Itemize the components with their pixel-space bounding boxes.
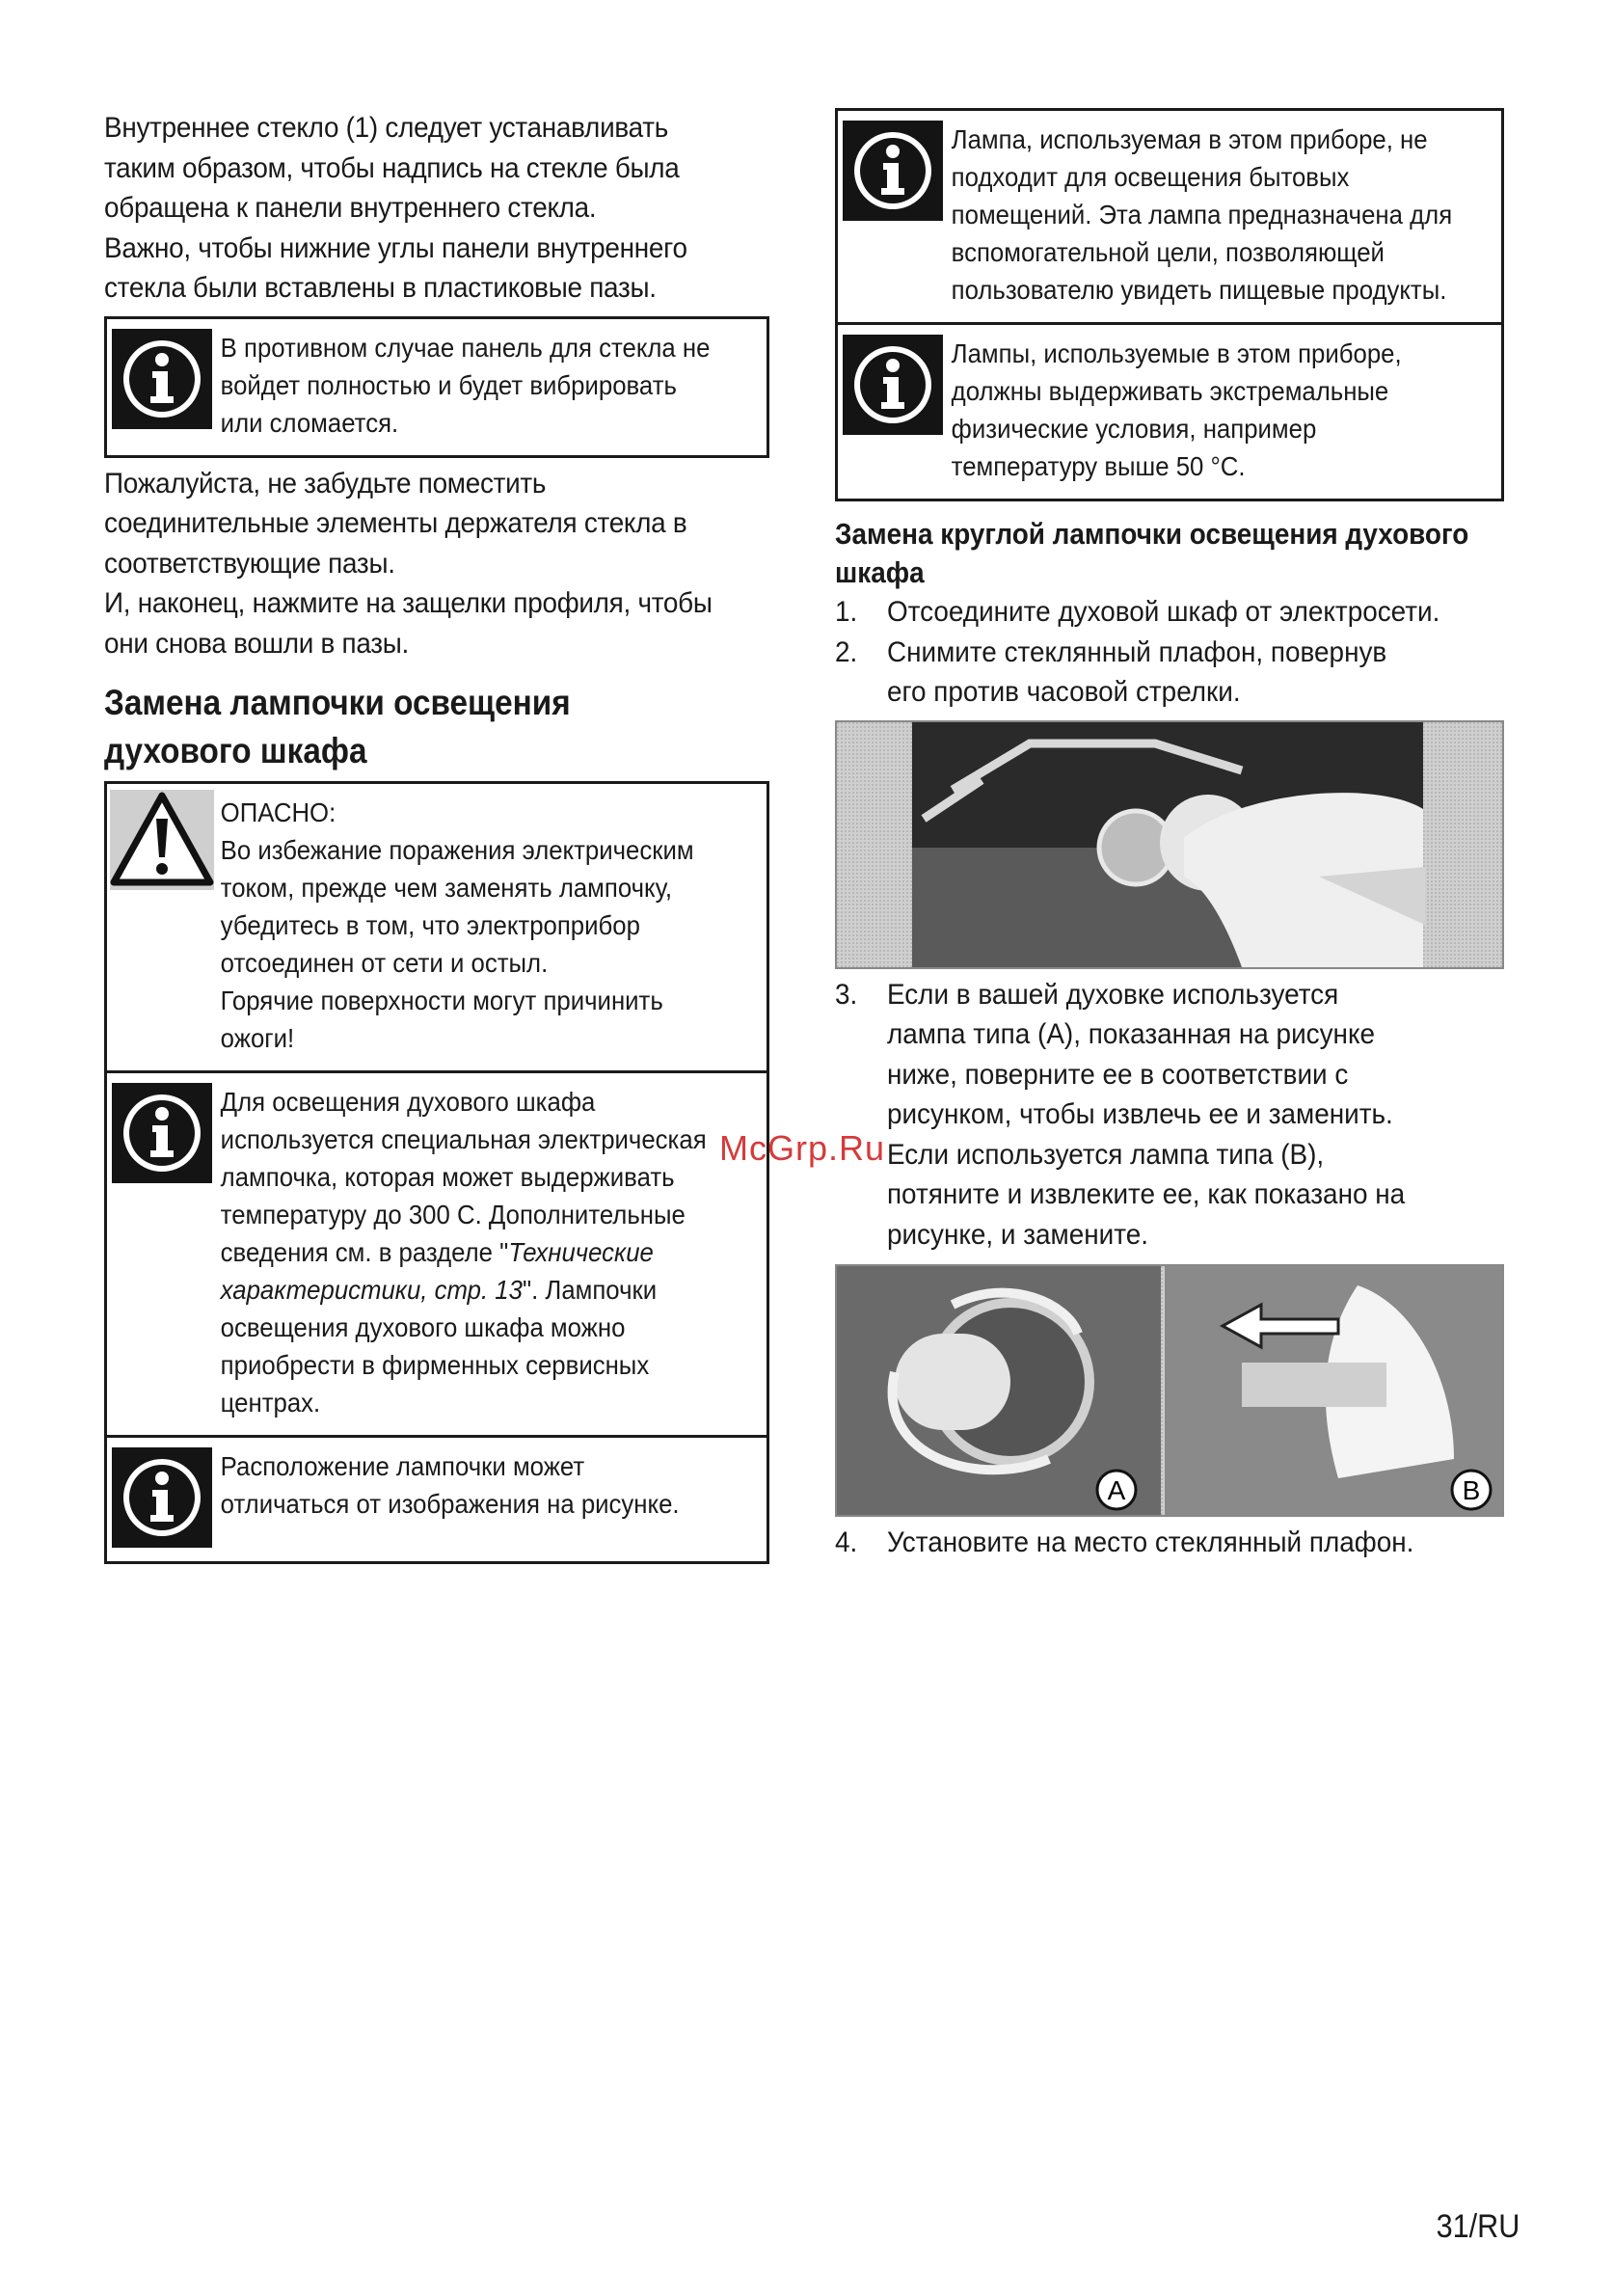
step-3: 3. Если в вашей духовке используется лампа типа (А), показанная на рисунке ниже, поверните ее в соответствии с рисунком, чтобы извлечь ее и заменить. Если используется лампа типа (В), потяните и извлеките ее, как показано на рисунке, и замените. [835, 978, 1406, 1251]
intro-paragraph: Внутреннее стекло (1) следует устанавливать таким образом, чтобы надпись на стекле была обращена к панели внутреннего стекла. Важно, чтобы нижние углы панели внутреннего стекла были вставлены в пластиковые пазы. [104, 112, 687, 304]
note-text: Лампа, используемая в этом приборе, не подходит для освещения бытовых помещений. Эта лампа предназначена для вспомогательной цели, позволяющей пользователю увидеть пищевые продукты. [951, 124, 1453, 305]
connector-paragraph: Пожалуйста, не забудьте поместить соединительные элементы держателя стекла в соответствующие пазы. И, наконец, нажмите на защелки профиля, чтобы они снова вошли в пазы. [104, 467, 713, 660]
oven-lamp-photo [837, 722, 1502, 967]
spec-reference: Технические характеристики, стр. 13 [220, 1237, 654, 1305]
subsection-heading: Замена круглой лампочки освещения духового шкафа [835, 517, 1469, 589]
note-text: Лампы, используемые в этом приборе, должны выдерживать экстремальные физические условия, например температуру выше 50 °C. [951, 338, 1402, 481]
info-icon [112, 329, 212, 429]
note-text: Для освещения духового шкафа используется специальная электрическая лампочка, которая может выдерживать температуру до 300 С. Дополнительные сведения см. в разделе "Технические характеристики, стр. 13". Лампочки освещения духового шкафа можно приобрести в фирменных сервисных центрах. [220, 1087, 707, 1418]
lamp-types-photo [837, 1266, 1502, 1515]
info-icon [112, 1447, 212, 1548]
warning-icon [110, 790, 214, 890]
info-icon [112, 1083, 212, 1183]
steps-list-continued [835, 975, 1504, 1256]
steps-list-final [835, 1523, 1504, 1563]
label-b: B [1462, 1475, 1481, 1505]
info-note-extreme [835, 325, 1504, 501]
steps-list [835, 592, 1504, 713]
section-heading: Замена лампочки освещения духового шкафа [104, 683, 571, 770]
info-note-household [835, 108, 1504, 325]
step-1: 1. Отсоедините духовой шкаф от электросети. [835, 596, 1440, 628]
page-number: 31/RU [1436, 2208, 1520, 2245]
info-icon [843, 121, 943, 221]
note-text: Расположение лампочки может отличаться от изображения на рисунке. [220, 1451, 680, 1519]
right-column [835, 108, 1504, 1563]
label-a: A [1107, 1475, 1126, 1505]
watermark: McGrp.Ru [719, 1128, 886, 1168]
info-note-glass [104, 316, 769, 458]
figure-lamp-types [835, 1264, 1504, 1517]
step-2: 2. Снимите стеклянный плафон, повернув его против часовой стрелки. [835, 635, 1387, 708]
note-text: В противном случае панель для стекла не войдет полностью и будет вибрировать или сломается. [220, 332, 711, 438]
danger-text: ОПАСНО: Во избежание поражения электрическим током, прежде чем заменять лампочку, убедитесь в том, что электроприбор отсоединен от сети и остыл. Горячие поверхности могут причинить ожоги! [220, 797, 694, 1053]
info-note-lamp-spec [104, 1073, 769, 1438]
danger-note [104, 781, 769, 1073]
step-4: 4. Установите на место стеклянный плафон. [835, 1526, 1414, 1558]
left-column [104, 108, 769, 1564]
figure-removing-cover [835, 720, 1504, 969]
info-note-location [104, 1438, 769, 1564]
info-icon [843, 335, 943, 435]
